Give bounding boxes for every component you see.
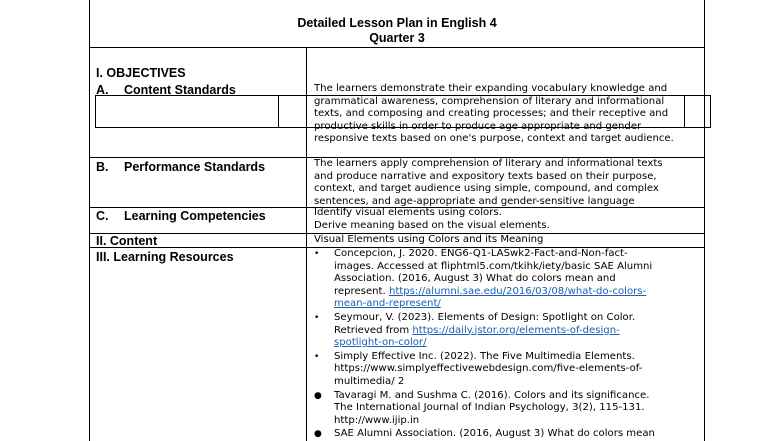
text-line: Derive meaning based on the visual elements.: [314, 219, 550, 231]
list-item: [314, 312, 704, 350]
text-line: [334, 286, 704, 299]
quarter-title: Quarter 3: [369, 31, 425, 45]
item-number: C.: [96, 209, 109, 223]
bullet-icon: ●: [314, 390, 322, 401]
overlay-box-right: [710, 95, 711, 128]
label-text: Content Standards: [124, 83, 236, 97]
item-number: A.: [96, 83, 109, 97]
text-line: Concepcion, J. 2020. ENG6-Q1-LASwk2-Fact-and-Non-fact-: [334, 248, 628, 259]
text-line: [334, 325, 704, 338]
reference-link-continued[interactable]: mean-and-represent/: [334, 298, 441, 310]
text-line: Tavaragi M. and Sushma C. (2016). Colors and its significance.: [334, 389, 650, 401]
reference-link[interactable]: https://daily.jstor.org/elements-of-design-: [412, 324, 620, 336]
learning-resources-label: III. Learning Resources: [96, 250, 234, 264]
text-line: The learners demonstrate their expanding vocabulary knowledge and: [314, 83, 668, 94]
text-line: sentences, and age-appropriate and gender-sensitive language: [314, 195, 635, 207]
document-title: Detailed Lesson Plan in English 4: [297, 16, 497, 30]
overlay-box-left: [95, 95, 96, 128]
list-item: [314, 390, 704, 428]
reference-link[interactable]: https://alumni.sae.edu/2016/03/08/what-do-colors-: [388, 285, 647, 297]
text-line: Seymour, V. (2023). Elements of Design: Spotlight on Color.: [334, 311, 636, 323]
text-line: http://www.ijip.in: [334, 414, 420, 426]
text-line: images. Accessed at fliphtml5.com/tkihk/iety/basic SAE Alumni: [334, 260, 653, 272]
bullet-icon: •: [314, 249, 320, 259]
list-item: [314, 428, 704, 441]
text-line: texts, and composing and creating processes; and their receptive and: [314, 108, 669, 120]
text-line: grammatical awareness, comprehension of literary and informational: [314, 95, 665, 107]
table-border-right: [704, 0, 705, 441]
content-value: Visual Elements using Colors and its Meaning: [314, 234, 544, 245]
text-line: Identify visual elements using colors.: [314, 207, 502, 218]
text-line: Simply Effective Inc. (2022). The Five Multimedia Elements.: [334, 350, 635, 362]
text-line: Association. (2016, August 3) What do colors mean and: [334, 273, 616, 285]
text-line: [334, 337, 704, 350]
column-divider: [306, 47, 307, 441]
reference-link-continued[interactable]: spotlight-on-color/: [334, 337, 427, 349]
bullet-icon: ●: [314, 429, 322, 440]
content-standards-label: [96, 83, 236, 97]
text-prefix: represent.: [334, 285, 389, 297]
item-number: B.: [96, 160, 109, 174]
objectives-heading: I. OBJECTIVES: [96, 66, 186, 80]
text-line: SAE Alumni Association. (2016, August 3) What do colors mean: [334, 428, 655, 440]
text-line: multimedia/ 2: [334, 375, 405, 387]
text-line: productive skills in order to produce age appropriate and gender: [314, 120, 642, 132]
content-standards-text: [314, 83, 699, 146]
references-list: [314, 248, 704, 441]
text-line: https://www.simplyeffectivewebdesign.com/five-elements-of-: [334, 363, 643, 375]
text-line: The learners apply comprehension of literary and informational texts: [314, 158, 663, 169]
text-line: The International Journal of Indian Psychology, 3(2), 115-131.: [334, 402, 645, 414]
learning-competencies-label: [96, 209, 266, 223]
text-line: [334, 298, 704, 311]
overlay-box-divider: [278, 95, 279, 128]
list-item: [314, 248, 704, 311]
bullet-icon: •: [314, 312, 320, 323]
text-line: context, and target audience using simple, compound, and complex: [314, 183, 659, 195]
text-line: and produce narrative and expository texts based on their purpose,: [314, 170, 657, 182]
content-label: II. Content: [96, 234, 158, 248]
label-text: Performance Standards: [124, 160, 266, 174]
learning-competencies-text: [314, 207, 699, 232]
table-rule: [89, 47, 705, 48]
bullet-icon: •: [314, 351, 320, 362]
list-item: [314, 351, 704, 389]
label-text: Learning Competencies: [124, 209, 266, 223]
table-border-left: [89, 0, 90, 441]
text-prefix: Retrieved from: [334, 324, 413, 336]
performance-standards-text: [314, 158, 699, 208]
text-line: responsive texts based on one's purpose, context and target audience.: [314, 133, 674, 145]
performance-standards-label: [96, 160, 265, 174]
